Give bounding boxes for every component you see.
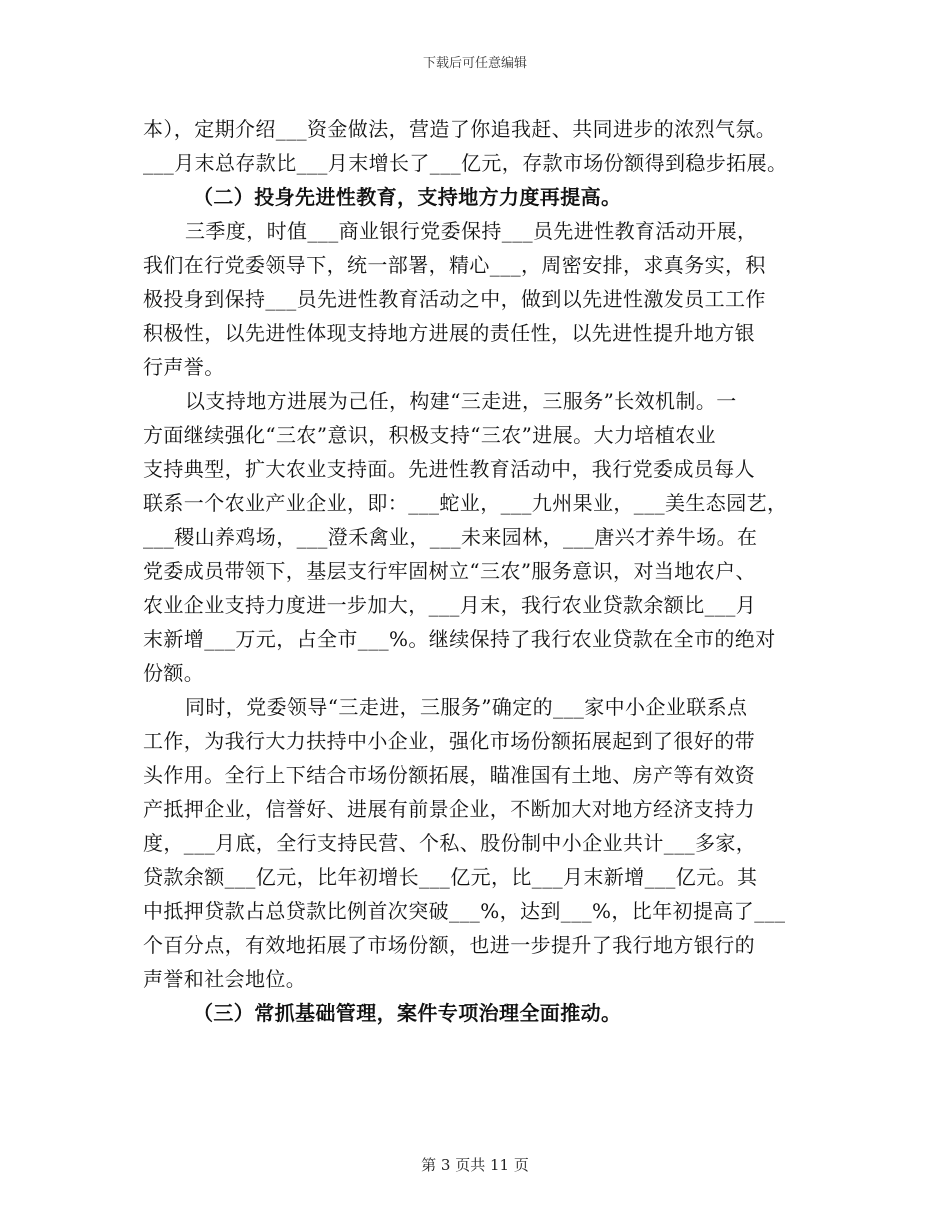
body-line: 联系一个农业产业企业，即：___蛇业，___九州果业，___美生态园艺， xyxy=(143,491,788,515)
paragraph-start: 三季度，时值___商业银行党委保持___员先进性教育活动开展， xyxy=(185,219,758,243)
body-line: 个百分点，有效地拓展了市场份额，也进一步提升了我行地方银行的 xyxy=(143,933,755,957)
page-header-note: 下载后可任意编辑 xyxy=(422,56,527,71)
paragraph-start: 以支持地方进展为己任，构建“三走进，三服务”长效机制。一 xyxy=(185,389,737,413)
body-line: 声誉和社会地位。 xyxy=(143,967,307,991)
section-heading-2: （二）投身先进性教育，支持地方力度再提高。 xyxy=(193,185,622,209)
page-number: 第 3 页共 11 页 xyxy=(421,1156,529,1174)
body-line: 贷款余额___亿元，比年初增长___亿元，比___月末新增___亿元。其 xyxy=(143,865,758,889)
section-heading-3: （三）常抓基础管理，案件专项治理全面推动。 xyxy=(193,1001,622,1025)
body-line: 头作用。全行上下结合市场份额拓展，瞄准国有土地、房产等有效资 xyxy=(143,763,755,787)
paragraph-start: 同时，党委领导“三走进，三服务”确定的___家中小企业联系点 xyxy=(185,695,748,719)
body-line: 极投身到保持___员先进性教育活动之中，做到以先进性激发员工工作 xyxy=(143,287,766,311)
body-line: ___月末总存款比___月末增长了___亿元，存款市场份额得到稳步拓展。 xyxy=(143,151,788,175)
body-line: 末新增___万元，占全市___%。继续保持了我行农业贷款在全市的绝对 xyxy=(143,627,776,651)
body-line: 支持典型，扩大农业支持面。先进性教育活动中，我行党委成员每人 xyxy=(143,457,755,481)
body-line: 本），定期介绍___资金做法，营造了你追我赶、共同进步的浓烈气氛。 xyxy=(143,117,777,141)
body-line: 中抵押贷款占总贷款比例首次突破___%，达到___%，比年初提高了___ xyxy=(143,899,786,923)
body-line: ___稷山养鸡场，___澄禾禽业，___未来园林，___唐兴才养牛场。在 xyxy=(143,525,758,549)
body-line: 产抵押企业，信誉好、进展有前景企业，不断加大对地方经济支持力 xyxy=(143,797,755,821)
body-line: 度，___月底，全行支持民营、个私、股份制中小企业共计___多家， xyxy=(143,831,757,855)
body-line: 农业企业支持力度进一步加大，___月末，我行农业贷款余额比___月 xyxy=(143,593,757,617)
body-line: 份额。 xyxy=(143,661,205,685)
body-line: 行声誉。 xyxy=(143,355,225,379)
body-line: 我们在行党委领导下，统一部署，精心___，周密安排，求真务实，积 xyxy=(143,253,766,277)
body-line: 积极性，以先进性体现支持地方进展的责任性，以先进性提升地方银 xyxy=(143,321,755,345)
body-line: 党委成员带领下，基层支行牢固树立“三农”服务意识，对当地农户、 xyxy=(143,559,756,583)
body-line: 方面继续强化“三农”意识，积极支持“三农”进展。大力培植农业 xyxy=(143,423,716,447)
document-body xyxy=(143,112,813,1030)
body-line: 工作，为我行大力扶持中小企业，强化市场份额拓展起到了很好的带 xyxy=(143,729,755,753)
